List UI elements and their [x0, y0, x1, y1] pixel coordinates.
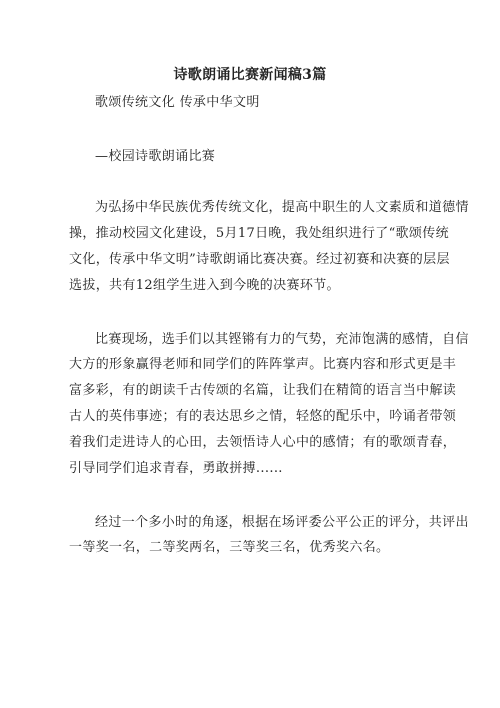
paragraph-line: 一等奖一名，二等奖两名，三等奖三名，优秀奖六名。	[69, 540, 390, 555]
paragraph-line: 比赛现场，选手们以其铿锵有力的气势，充沛饱满的感情，自信	[95, 332, 469, 347]
paragraph-line: 着我们走进诗人的心田，去领悟诗人心中的感情；有的歌颂青春，	[69, 435, 457, 450]
paragraph-line: 古人的英伟事迹；有的表达思乡之情，轻悠的配乐中，吟诵者带领	[69, 409, 457, 424]
document-subtitle: 歌颂传统文化 传承中华文明	[95, 95, 260, 110]
document-subheading: —校园诗歌朗诵比赛	[95, 149, 216, 164]
paragraph-line: 经过一个多小时的角逐，根据在场评委公平公正的评分，共评出	[95, 515, 469, 530]
paragraph-line: 选拔，共有12组学生进入到今晚的决赛环节。	[69, 278, 340, 293]
document-title: 诗歌朗诵比赛新闻稿3篇	[173, 67, 327, 83]
paragraph-line: 操，推动校园文化建设，5月17日晚，我处组织进行了“歌颂传统	[69, 226, 449, 241]
paragraph-line: 引导同学们追求青春，勇敢拼搏......	[69, 461, 283, 476]
paragraph-line: 富多彩，有的朗读千古传颂的名篇，让我们在精简的语言当中解读	[69, 383, 457, 398]
paragraph-line: 为弘扬中华民族优秀传统文化，提高中职生的人文素质和道德情	[95, 200, 469, 215]
paragraph-line: 文化，传承中华文明”诗歌朗诵比赛决赛。经过初赛和决赛的层层	[69, 252, 450, 267]
paragraph-line: 大方的形象赢得老师和同学们的阵阵掌声。比赛内容和形式更是丰	[69, 357, 457, 372]
